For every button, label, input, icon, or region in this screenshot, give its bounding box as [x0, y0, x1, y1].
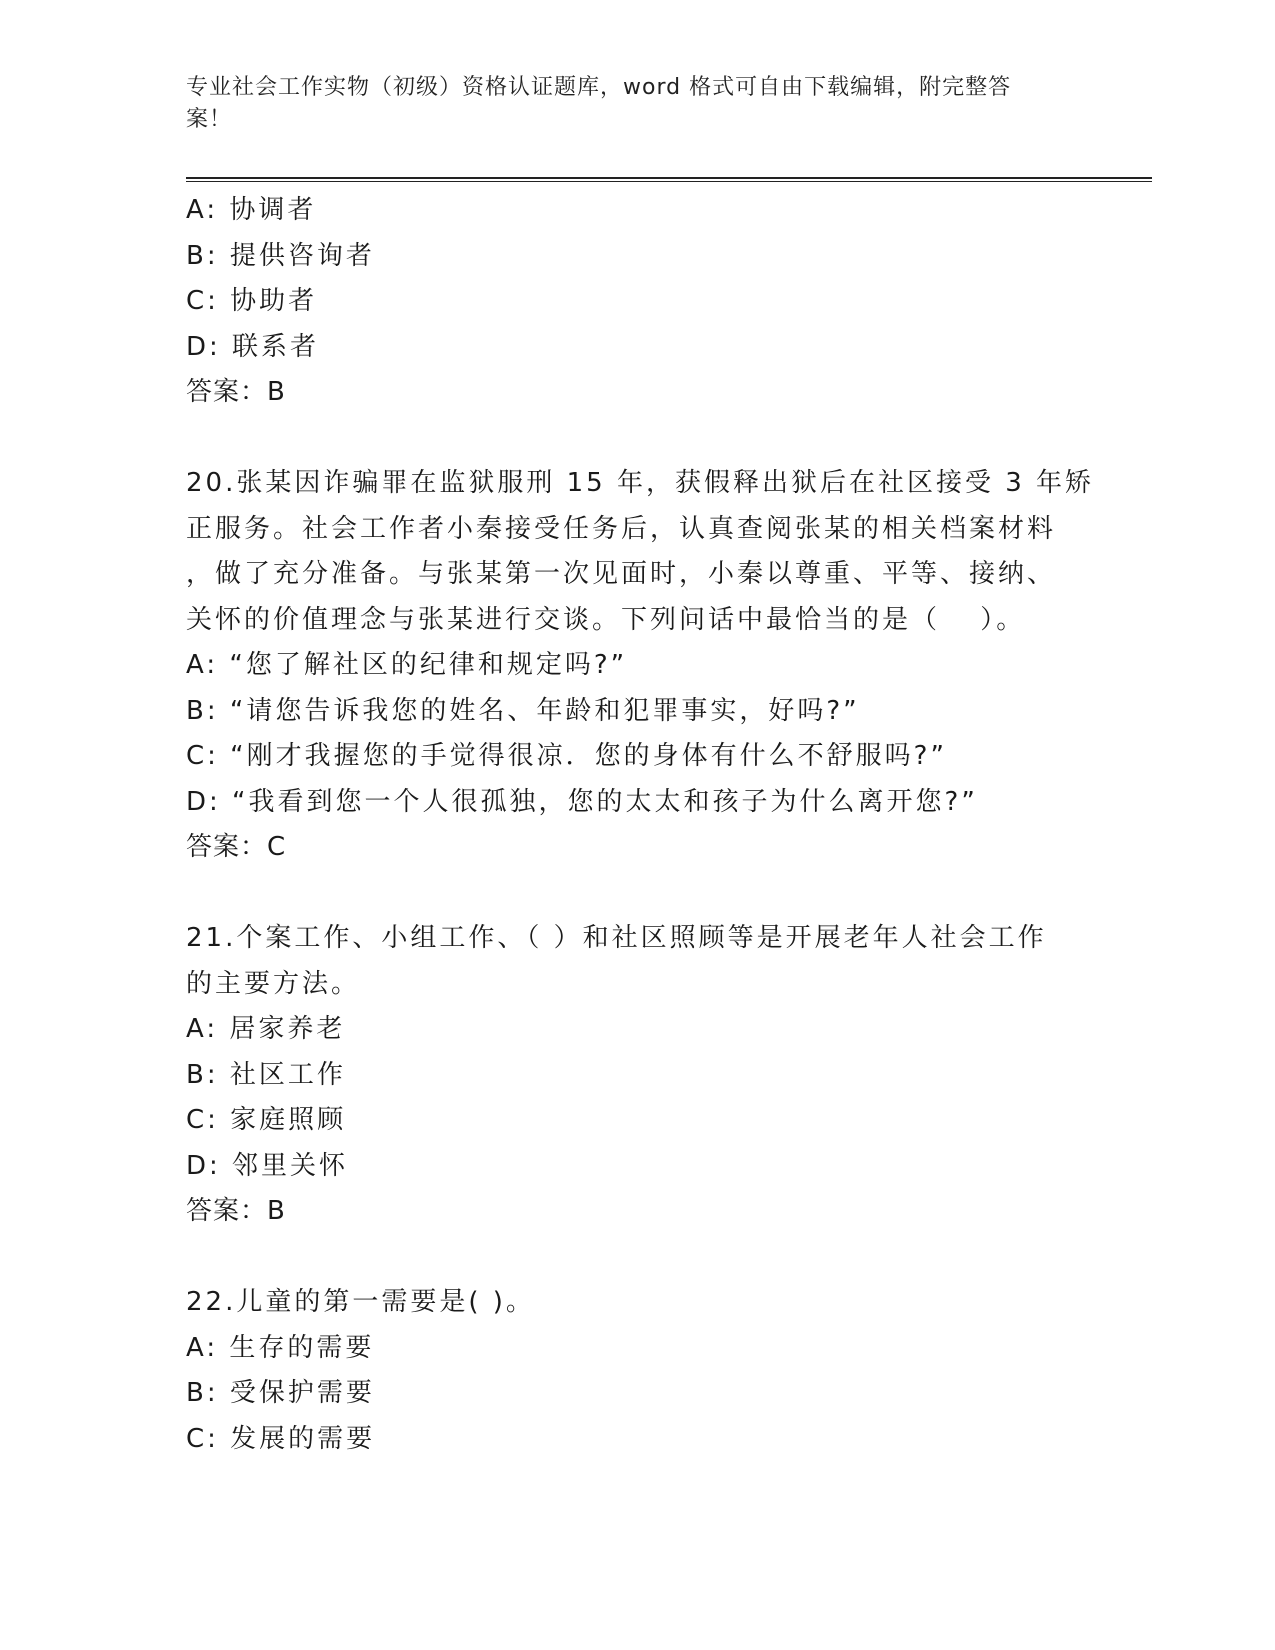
option-b: B: “请您告诉我您的姓名、年龄和犯罪事实，好吗?”	[186, 695, 860, 726]
option-a: A: 居家养老	[186, 1014, 346, 1044]
question-text-line: 关怀的价值理念与张某进行交谈。下列问话中最恰当的是（ ）。	[186, 604, 1026, 635]
question-22	[186, 1280, 1066, 1462]
option-c: C: 协助者	[186, 286, 318, 316]
question-text-line: 22.儿童的第一需要是( )。	[186, 1287, 535, 1317]
spacer	[186, 416, 1066, 462]
header-rule-thin	[186, 181, 1152, 182]
header-line-2: 案！	[186, 107, 233, 132]
question-text-line: 20.张某因诈骗罪在监狱服刑 15 年，获假释出狱后在社区接受 3 年矫	[186, 468, 1095, 498]
answer-line: 答案：C	[186, 832, 287, 862]
option-b: B: 受保护需要	[186, 1378, 375, 1408]
option-d: D: 邻里关怀	[186, 1150, 349, 1181]
spacer	[186, 871, 1066, 917]
option-c: C: 家庭照顾	[186, 1105, 347, 1135]
spacer	[186, 1235, 1066, 1281]
page-header	[186, 72, 1066, 136]
option-c: C: “刚才我握您的手觉得很凉．您的身体有什么不舒服吗?”	[186, 741, 947, 771]
option-d: D: 联系者	[186, 331, 320, 362]
question-text-line: ，做了充分准备。与张某第一次见面时，小秦以尊重、平等、接纳、	[186, 559, 1057, 589]
option-a: A: 协调者	[186, 195, 317, 225]
option-c: C: 发展的需要	[186, 1423, 376, 1454]
question-20	[186, 461, 1095, 871]
option-a: A: 生存的需要	[186, 1332, 375, 1363]
header-line-1: 专业社会工作实物（初级）资格认证题库，word 格式可自由下载编辑，附完整答	[186, 75, 1012, 100]
answer-line: 答案：B	[186, 377, 286, 407]
option-a: A: “您了解社区的纪律和规定吗?”	[186, 650, 628, 680]
question-text-line: 正服务。社会工作者小秦接受任务后，认真查阅张某的相关档案材料	[186, 513, 1057, 544]
question-21	[186, 916, 1066, 1235]
option-b: B: 社区工作	[186, 1059, 346, 1090]
option-b: B: 提供咨询者	[186, 240, 375, 271]
question-text-line: 的主要方法。	[186, 968, 361, 999]
header-rule-thick	[186, 177, 1152, 179]
question-19	[186, 188, 1066, 416]
answer-line: 答案：B	[186, 1196, 286, 1226]
option-d: D: “我看到您一个人很孤独，您的太太和孩子为什么离开您?”	[186, 786, 978, 817]
question-text-line: 21.个案工作、小组工作、（ ）和社区照顾等是开展老年人社会工作	[186, 923, 1047, 953]
question-list	[186, 188, 1095, 1462]
